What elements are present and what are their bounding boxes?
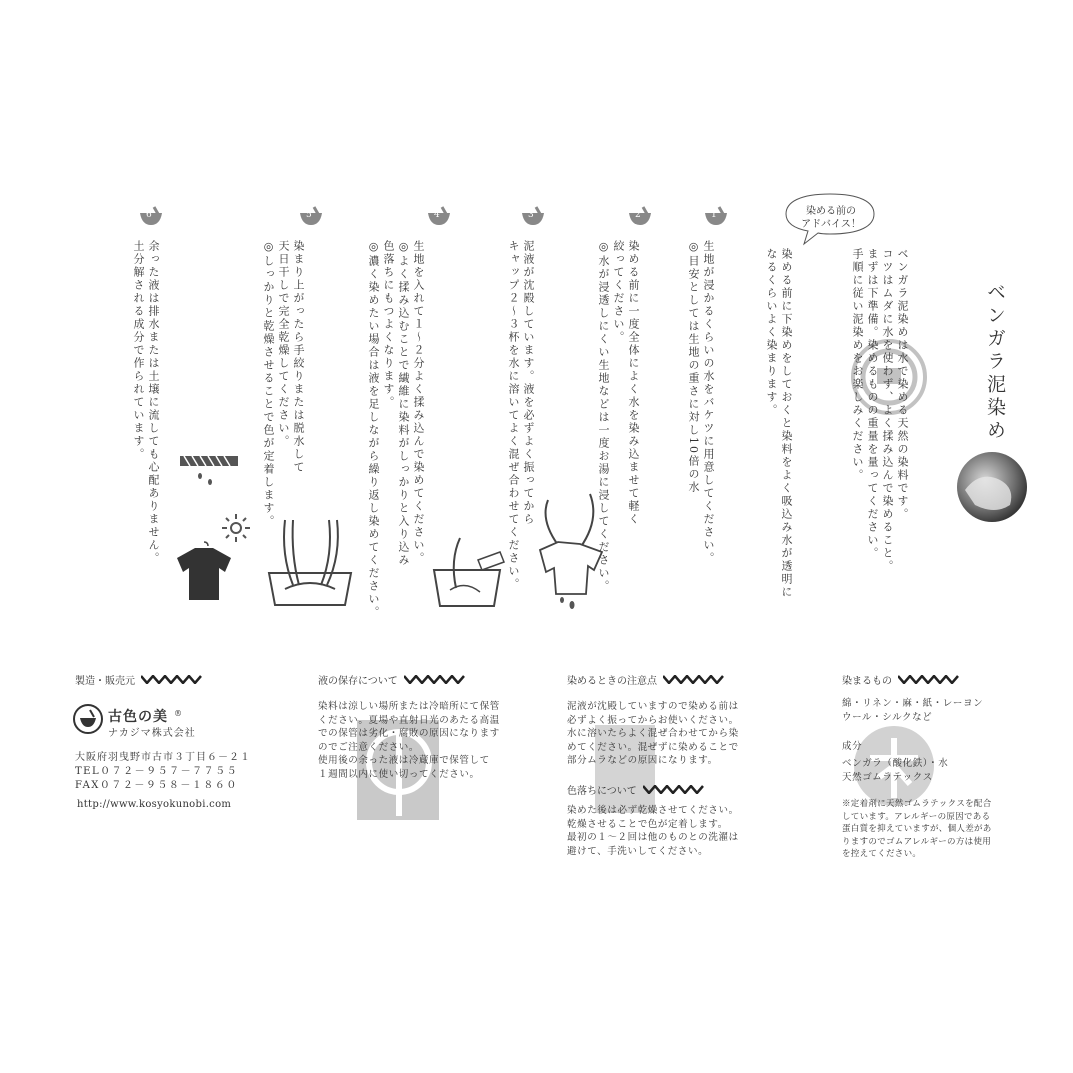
zigzag-ornament: [663, 675, 725, 684]
drying-shirt-icon: [175, 540, 233, 602]
step-5-number: 5: [306, 210, 312, 220]
maker-fax: FAX０７２－９５８－１８６０: [75, 780, 238, 791]
maker-heading: [75, 672, 203, 687]
wringing-basin-illustration: [265, 515, 355, 610]
step-2-text: 染める前に一度全体によく水を染み込ませて軽く 絞ってください。 ◎水が浸透しにくい生地などは一度お湯に浸してください。: [597, 240, 640, 593]
wrung-cloth-icon: [178, 448, 240, 488]
step-6-number: 6: [146, 210, 152, 220]
wet-shirt-illustration: [530, 490, 610, 615]
step-4-text: 生地を入れて１〜２分よく揉み込んで染めてください。 ◎よく揉み込むことで繊維に染料がしっかりと入り込み 色落ちにもつよくなります。 ◎濃く染めたい場合は液を足しながら繰り返し染めてください。: [367, 240, 425, 619]
maker-url[interactable]: http://www.kosyokunobi.com: [77, 799, 232, 810]
allergy-note: ※定着剤に天然ゴムラテックスを配合 しています。アレルギーの原因である 蛋白質を抑えていますが、個人差があ りますのでゴムアレルギーの方は使用 を控えてください。: [842, 799, 992, 859]
fading-heading: [567, 782, 705, 797]
intro-text: ベンガラ泥染めは水で染める天然の染料です。 コツはムダに水を使わず、よく揉み込んで染めること。 まずは下準備。染めるものの重量を量ってください。 手順に従い泥染めをお楽しみください。: [851, 248, 909, 573]
zigzag-ornament: [404, 675, 466, 684]
storage-text: 染料は涼しい場所または冷暗所にて保管 ください。夏場や直射日光のあたる高温 での保管は劣化・腐敗の原因になります のでご注意ください。 使用後の余った液は冷蔵庫で保管して １週間以内に使い切ってください。: [318, 701, 500, 780]
step-6-text: 余った液は排水または土壌に流しても心配ありません。 土分解される成分で作られています。: [132, 240, 160, 565]
advice-bubble-text: 染める前の アドバイス！: [801, 206, 861, 230]
step-5-text: 染まり上がったら手絞りまたは脱水して 天日干しで完全乾燥してください。 ◎しっかりと乾燥させることで色が定着します。: [262, 240, 305, 528]
maker-heading-label: 製造・販売元: [75, 676, 135, 687]
step-2-number: 2: [635, 210, 641, 220]
hands-photo: [955, 450, 1029, 524]
brand-logo-icon: [73, 704, 103, 734]
components-text: ベンガラ（酸化鉄）・水 天然ゴムラテックス: [842, 758, 949, 783]
materials-heading: [842, 672, 960, 687]
materials-text: 綿・リネン・麻・紙・レーヨン ウール・シルクなど: [842, 698, 984, 723]
company-name: ナカジマ株式会社: [108, 728, 196, 739]
zigzag-ornament: [141, 675, 203, 684]
fading-text: 染めた後は必ず乾燥させてください。 乾燥させることで色が定着します。 最初の１〜２回は他のものとの洗濯は 避けて、手洗いしてください。: [567, 805, 739, 857]
step-4-number: 4: [434, 210, 440, 220]
caution-heading-label: 染めるときの注意点: [567, 676, 657, 687]
brand-name: 古色の美: [108, 709, 168, 725]
materials-heading-label: 染まるもの: [842, 676, 892, 687]
registered-mark: ®: [174, 709, 182, 718]
components-heading: 成分: [842, 741, 863, 752]
maker-tel: TEL０７２－９５７－７７５５: [75, 766, 239, 777]
storage-heading-label: 液の保存について: [318, 676, 398, 687]
step-1-number: 1: [711, 210, 717, 220]
advice-text: 染める前に下染めをしておくと染料をよく吸込み水が透明に なるくらいよく染まります。: [765, 248, 793, 599]
caution-heading: [567, 672, 725, 687]
fading-heading-label: 色落ちについて: [567, 786, 637, 797]
step-3-text: 泥液が沈殿しています。液を必ずよく振ってから キャップ２〜３杯を水に溶いてよく混ぜ合わせてください。: [507, 240, 535, 591]
storage-heading: [318, 672, 466, 687]
page-title: ベンガラ泥染め: [984, 282, 1006, 443]
zigzag-ornament: [643, 785, 705, 794]
zigzag-ornament: [898, 675, 960, 684]
step-3-number: 3: [528, 210, 534, 220]
step-1-text: 生地が浸かるくらいの水をバケツに用意してください。 ◎目安としては生地の重さに対し10倍の水: [687, 240, 715, 565]
maker-address: 大阪府羽曳野市古市３丁目６－２１: [75, 752, 251, 763]
caution-text: 泥液が沈殿していますので染める前は 必ずよく振ってからお使いください。 水に溶いたらよく混ぜ合わせてから染 めてください。混ぜずに染めることで 部分ムラなどの原因になります。: [567, 701, 739, 766]
basin-pour-illustration: [430, 530, 510, 610]
